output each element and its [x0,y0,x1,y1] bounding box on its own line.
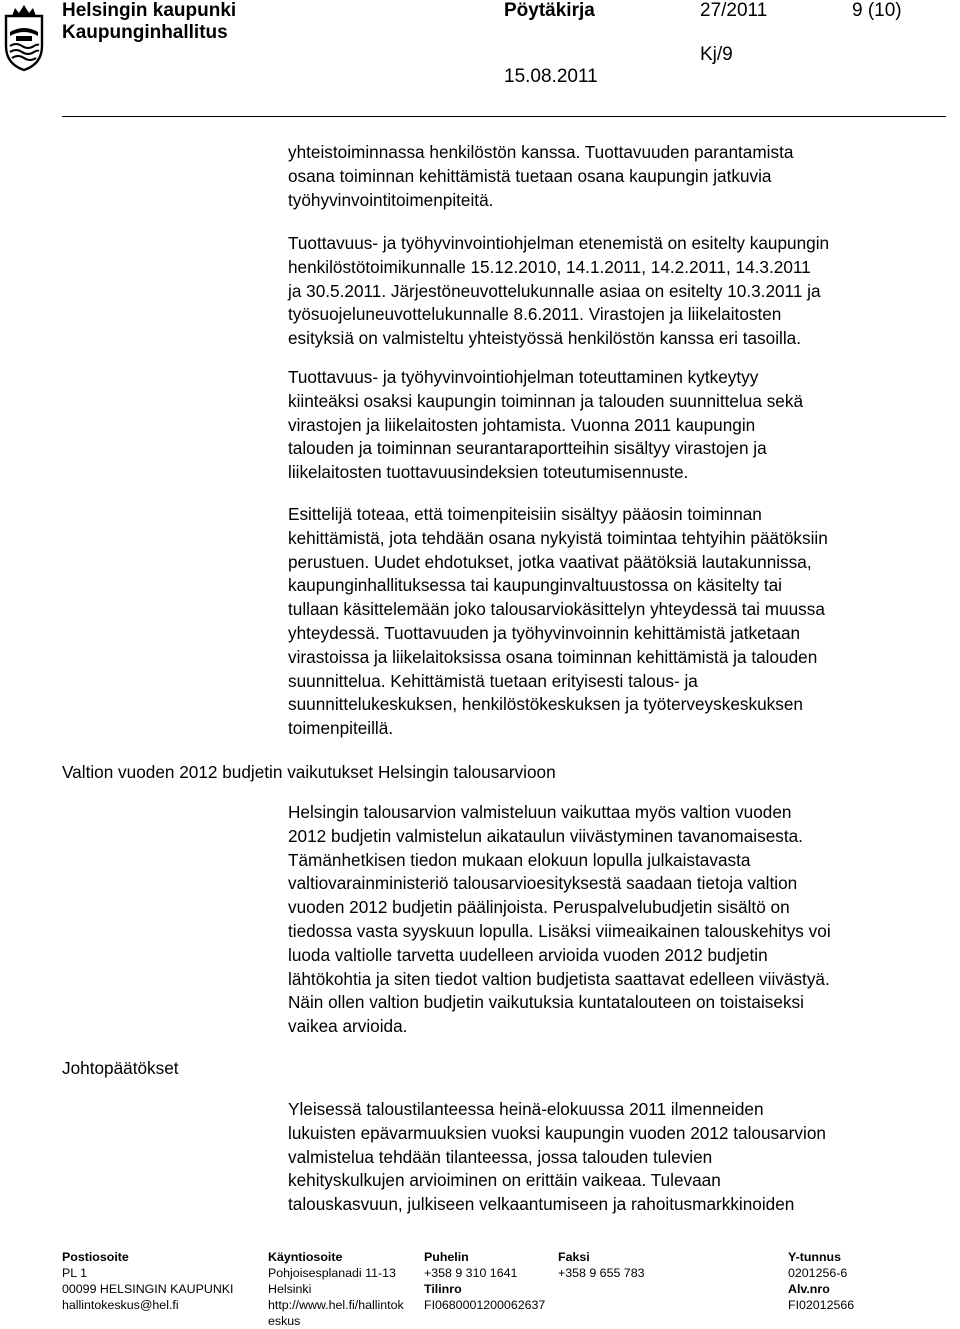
footer-line: FI0680001200062637 [424,1298,546,1312]
header-doc-type: Pöytäkirja [504,0,595,21]
footer-phone [424,1249,545,1313]
text-line: luoda valtiolle tarvetta uudelleen arvioida vuoden 2012 budjetin [288,944,768,965]
text-line: osana toiminnan kehittämistä tuetaan osana kaupungin jatkuvia [288,165,772,186]
paragraph-cooperation [288,141,948,212]
text-line: työhyvinvointitoimenpiteitä. [288,189,494,210]
text-line: Tuottavuus- ja työhyvinvointiohjelman etenemistä on esitelty kaupungin [288,233,830,253]
footer-line: +358 9 310 1641 [424,1266,518,1280]
header-page: 9 (10) [852,0,902,21]
text-line: Esittelijä toteaa, että toimenpiteisiin sisältyy pääosin toiminnan [288,504,762,524]
text-line: kehittämistä, jota tehdään osana nykyistä toimintaa tehtyihin päätöksiin [288,527,828,548]
footer-heading: Y-tunnus [788,1250,841,1264]
text-line: Yleisessä taloustilanteessa heinä-elokuussa 2011 ilmenneiden [288,1099,764,1119]
text-line: vaikea arvioida. [288,1016,408,1037]
text-line: talouskasvuun, julkiseen velkaantumiseen ja rahoitusmarkkinoiden [288,1194,795,1215]
footer-line: 0201256-6 [788,1266,848,1280]
text-line: tiedossa vasta syyskuun lopulla. Lisäksi viimeaikainen talouskehitys voi [288,920,831,941]
helsinki-coat-of-arms-logo [2,2,46,72]
text-line: virastoissa ja liikelaitoksissa osana toiminnan kehittämistä ja talouden [288,646,818,667]
footer-line: PL 1 [62,1266,88,1280]
footer-website-link-cont[interactable]: eskus [268,1314,301,1328]
text-line: suunnittelukeskuksen, henkilöstökeskuksen ja työterveyskeskuksen [288,694,803,715]
section-heading-conclusions: Johtopäätökset [62,1058,179,1078]
text-line: lähtökohtia ja siten tiedot valtion budjetista saattavat edelleen viivästyä. [288,968,830,989]
text-line: virastojen ja liikelaitosten johtamista. Vuonna 2011 kaupungin [288,414,756,435]
text-line: kaupunginhallituksessa tai kaupunginvaltuustossa on käsitelty tai [288,575,782,596]
text-line: Tämänhetkisen tiedon mukaan elokuun lopulla julkaistavasta [288,849,751,870]
text-line: lukuisten epävarmuuksien vuoksi kaupungin vuoden 2012 talousarvion [288,1122,826,1143]
text-line: suunnittelua. Kehittämistä tuetaan erityisesti talous- ja [288,670,698,691]
header-date: 15.08.2011 [504,66,598,87]
footer-line: FI02012566 [788,1298,855,1312]
paragraph-implementation [288,366,948,485]
footer-visiting-address [268,1249,404,1329]
text-line: esityksiä on valmisteltu yhteistyössä henkilöstön kanssa eri tasoilla. [288,328,801,349]
header-section: Kj/9 [700,44,733,65]
text-line: yhteistoiminnassa henkilöstön kanssa. Tuottavuuden parantamista [288,142,794,162]
paragraph-progress [288,232,948,351]
text-line: 2012 budjetin valmistelun aikataulun viivästyminen tavanomaisesta. [288,825,803,846]
footer-subheading: Alv.nro [788,1282,830,1296]
text-line: perustuen. Uudet ehdotukset, jotka vaativat päätöksiä lautakunnissa, [288,551,812,572]
text-line: tullaan käsittelemään joko talousarviokäsittelyn yhteydessä tai muussa [288,599,825,620]
text-line: Helsingin talousarvion valmisteluun vaikuttaa myös valtion vuoden [288,802,792,822]
text-line: valtiovarainministeriö talousarvioesityksestä saadaan tietoja valtion [288,873,798,894]
paragraph-state-budget [288,801,948,1039]
paragraph-presenter [288,503,948,741]
text-line: kiinteäksi osaksi kaupungin toiminnan ja talouden suunnittelua sekä [288,390,804,411]
footer-line: Pohjoisesplanadi 11-13 [268,1266,396,1280]
header-divider [62,116,946,117]
header-number: 27/2011 [700,0,768,21]
footer-email-link[interactable]: hallintokeskus@hel.fi [62,1298,179,1312]
text-line: toimenpiteillä. [288,718,394,739]
text-line: Tuottavuus- ja työhyvinvointiohjelman toteuttaminen kytkeytyy [288,367,759,387]
text-line: kehityskulkujen arvioiminen on erittäin vaikeaa. Tulevaan [288,1170,721,1191]
text-line: valmistelua tehdään tilanteessa, jossa talouden tulevien [288,1146,713,1167]
footer-heading: Puhelin [424,1250,469,1264]
footer-line: +358 9 655 783 [558,1266,645,1280]
footer-heading: Postiosoite [62,1250,129,1264]
footer-postal-address [62,1249,233,1313]
footer-line: 00099 HELSINGIN KAUPUNKI [62,1282,234,1296]
text-line: työsuojeluneuvottelukunnalle 8.6.2011. Virastojen ja liikelaitosten [288,304,782,325]
footer-subheading: Tilinro [424,1282,462,1296]
footer-heading: Faksi [558,1250,590,1264]
footer-website-link[interactable]: http://www.hel.fi/hallintok [268,1298,404,1312]
text-line: liikelaitosten tuottavuusindeksien toteutumisennuste. [288,462,689,483]
footer-line: Helsinki [268,1282,312,1296]
text-line: yhteydessä. Tuottavuuden ja työhyvinvoinnin kehittämistä jatketaan [288,622,801,643]
text-line: henkilöstötoimikunnalle 15.12.2010, 14.1.2011, 14.2.2011, 14.3.2011 [288,256,811,277]
text-line: vuoden 2012 budjetin päälinjoista. Peruspalvelubudjetin sisältö on [288,897,790,918]
paragraph-conclusions [288,1098,948,1217]
text-line: talouden ja toiminnan seurantaraportteihin sisältyy virastojen ja [288,438,767,459]
footer-business-id [788,1249,854,1313]
section-heading-budget: Valtion vuoden 2012 budjetin vaikutukset Helsingin talousarvioon [62,762,556,782]
text-line: Näin ollen valtion budjetin vaikutuksia kuntatalouteen on toistaiseksi [288,992,804,1013]
text-line: ja 30.5.2011. Järjestöneuvottelukunnalle asiaa on esitelty 10.3.2011 ja [288,280,821,301]
header-body: Kaupunginhallitus [62,22,228,43]
header-org: Helsingin kaupunki [62,0,237,21]
footer-heading: Käyntiosoite [268,1250,343,1264]
footer-fax [558,1249,644,1281]
